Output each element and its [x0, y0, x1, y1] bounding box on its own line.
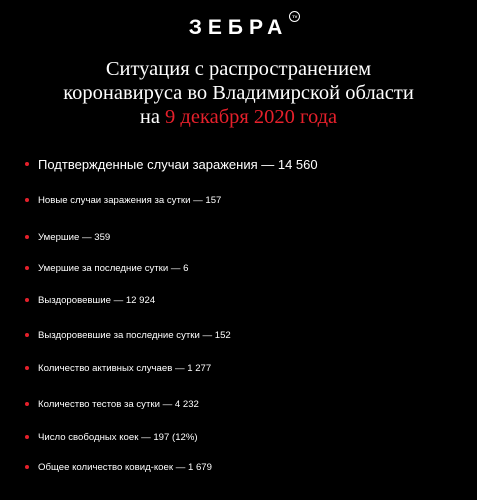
title-date: 9 декабря 2020 года — [165, 106, 338, 128]
list-item-label: Выздоровевшие — 12 924 — [38, 295, 156, 306]
bullet-icon — [25, 198, 29, 202]
list-item-label: Умершие — 359 — [38, 232, 111, 243]
tv-badge-icon: TV — [289, 11, 300, 22]
title-prefix: на — [139, 106, 166, 128]
bullet-icon — [25, 402, 29, 406]
list-item-label: Выздоровевшие за последние сутки — 152 — [38, 330, 231, 341]
bullet-icon — [25, 266, 29, 270]
list-item-label: Новые случаи заражения за сутки — 157 — [38, 195, 222, 206]
bullet-icon — [25, 162, 29, 166]
logo-wordmark: ЗЕБРА — [188, 16, 289, 39]
bullet-icon — [25, 435, 29, 439]
list-item-label: Общее количество ковид-коек — 1 679 — [38, 462, 212, 473]
bullet-icon — [25, 465, 29, 469]
list-item-label: Количество тестов за сутки — 4 232 — [38, 399, 199, 410]
bullet-icon — [25, 298, 29, 302]
list-item-label: Подтвержденные случаи заражения — 14 560 — [38, 157, 318, 172]
list-item-label: Умершие за последние сутки — 6 — [38, 263, 189, 274]
bullet-icon — [25, 235, 29, 239]
list-item-label: Количество активных случаев — 1 277 — [38, 363, 212, 374]
list-item-label: Число свободных коек — 197 (12%) — [38, 432, 198, 443]
title-line-1: Ситуация с распространением — [105, 58, 372, 80]
bullet-icon — [25, 333, 29, 337]
bullet-icon — [25, 366, 29, 370]
title-line-2: коронавируса во Владимирской области — [63, 82, 414, 104]
